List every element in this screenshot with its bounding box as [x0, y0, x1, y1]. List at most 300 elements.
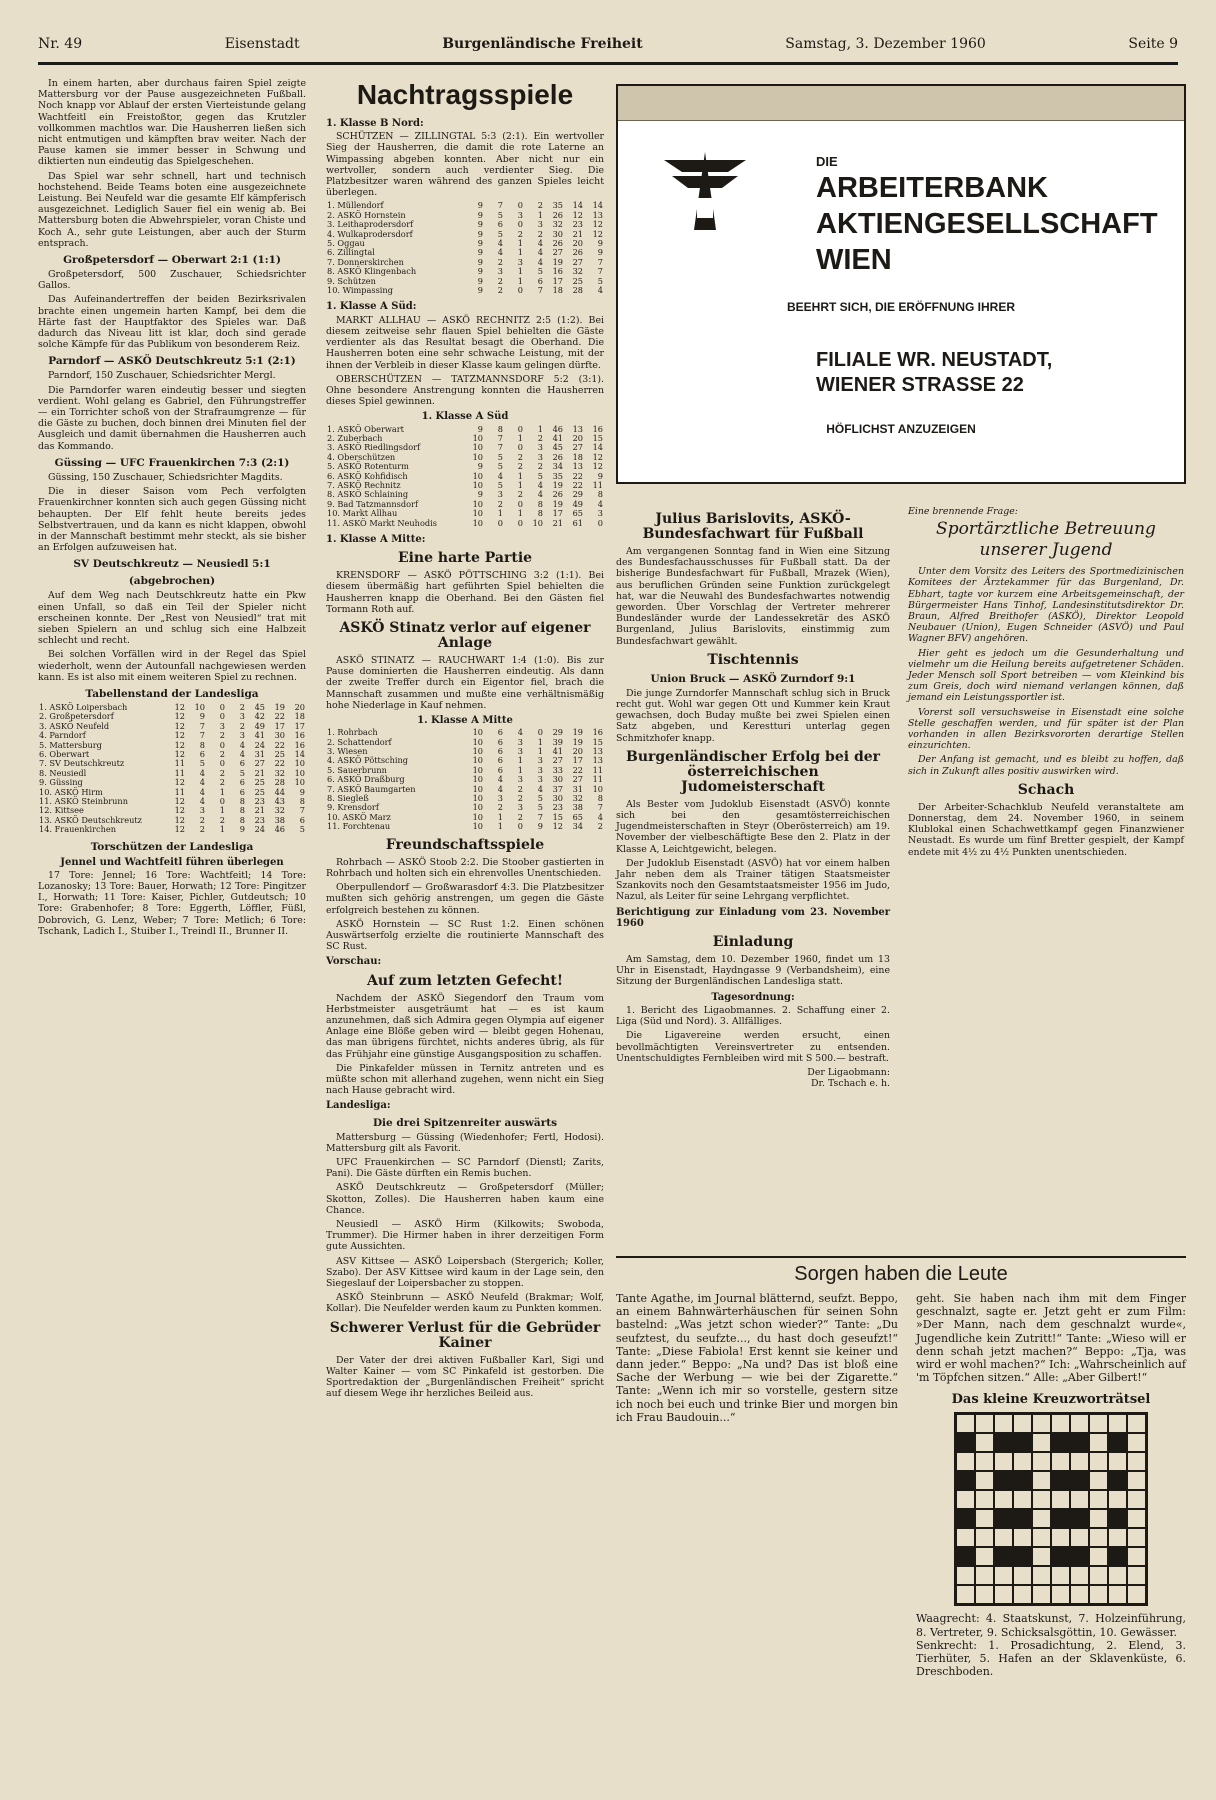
- crossword-cell: [1127, 1471, 1146, 1490]
- table-cell: 32: [552, 219, 563, 230]
- table-cell: 0: [597, 517, 603, 528]
- table-cell: 35: [552, 470, 563, 481]
- table-cell: 8: [239, 796, 245, 806]
- paragraph: Hier geht es jedoch um die Gesunderhaltung und vielmehr um die Heilung bereits aufgetretener Schäden. Jeder Mensch soll Sport betreiben — vom Kleinkind bis zum Greis, doch wird niemand verlangen können, daß jemand ein Leistungssportler ist.: [908, 647, 1184, 704]
- table-cell: 0: [219, 796, 225, 806]
- table-cell: 1: [497, 508, 503, 519]
- crossword-cell: [1051, 1547, 1070, 1566]
- table-cell: 7: [597, 266, 603, 277]
- table-cell: 3: [537, 442, 543, 453]
- paragraph: Das Aufeinandertreffen der beiden Bezirksrivalen brachte einen ungemein harten Kampf, bei dem die Härte fast der Hauptfaktor des Spieles war. Daß dadurch das Niveau litt ist klar, doch sind gerade solche Kämpfe für das Publikum von besonderem Reiz.: [38, 294, 306, 351]
- team-name: 1. Rohrbach: [327, 727, 378, 738]
- table-cell: 10: [472, 432, 483, 443]
- scorers-list: 17 Tore: Jennel; 16 Tore: Wachtfeitl; 14 Tore: Lozanosky; 13 Tore: Bauer, Horwath; 12 Tore: Pingitzer I., Horwath; 11 Tore: Kaiser, Pichler, Gutdeutsch; 10 Tore: Grabenhofer; 8 Tore: Eggerth, Löffler, Füßl, Dobrovich, G. Lenz, Weber; 7 Tore: Metlich; 6 Tore: Tschank, Ladich I., Stuiber I., Treindl II., Brunner II.: [38, 869, 306, 937]
- table-cell: 7: [597, 802, 603, 813]
- table-cell: 5: [199, 758, 205, 769]
- table-cell: 0: [517, 285, 523, 296]
- table-cell: 2: [517, 793, 523, 804]
- table-cell: 17: [274, 720, 285, 731]
- table-cell: 6: [497, 219, 503, 230]
- table-cell: 9: [597, 470, 603, 481]
- crossword-cell: [1032, 1433, 1051, 1452]
- crossword-cell: [975, 1585, 994, 1604]
- table-cell: 4: [497, 783, 503, 794]
- crossword-cell: [1051, 1433, 1070, 1452]
- table-cell: 15: [592, 736, 603, 747]
- table-cell: 21: [552, 517, 563, 528]
- table-cell: 4: [537, 783, 543, 794]
- newspaper-title: Burgenländische Freiheit: [442, 36, 643, 52]
- notice-heading: Berichtigung zur Einladung vom 23. November 1960: [616, 906, 890, 929]
- team-name: 10. Wimpassing: [327, 285, 393, 296]
- table-cell: 1: [517, 470, 523, 481]
- table-cell: 21: [254, 805, 265, 816]
- table-cell: 1: [517, 508, 523, 519]
- table-cell: 24: [254, 824, 265, 835]
- table-cell: 38: [572, 802, 583, 813]
- paragraph: ASKÖ Hornstein — SC Rust 1:2. Einen schönen Auswärtserfolg erzielte die routinierte Mannschaft des SC Rust.: [326, 918, 604, 953]
- table-cell: 26: [572, 247, 583, 258]
- table-cell: 1: [517, 764, 523, 775]
- paragraph: Der Judoklub Eisenstadt (ASVÖ) hat vor einem halben Jahr neben dem als Trainer tätigen Staatsmeister Szankovits noch den Gesamtstaatsmeister 1956 im Judo, Nazul, als Leiter für seine Lehrgang verpflichtet.: [616, 857, 890, 903]
- crossword-cell: [1127, 1547, 1146, 1566]
- table-cell: 4: [239, 748, 245, 759]
- table-cell: 3: [517, 746, 523, 757]
- crossword-cell: [975, 1509, 994, 1528]
- table-cell: 11: [174, 786, 185, 797]
- table-cell: 10: [472, 802, 483, 813]
- table-cell: 25: [254, 786, 265, 797]
- paragraph: Vorerst soll versuchsweise in Eisenstadt eine solche Stelle geschaffen werden, und für später ist der Plan vorhanden in allen Bezirksvororten derartige Stellen einzurichten.: [908, 706, 1184, 752]
- column-1: [38, 78, 306, 940]
- table-cell: 3: [517, 774, 523, 785]
- table-cell: 65: [572, 811, 583, 822]
- table-cell: 38: [274, 814, 285, 825]
- table-cell: 9: [477, 209, 483, 220]
- branch-address: [816, 348, 1096, 398]
- table-cell: 10: [472, 755, 483, 766]
- table-cell: 37: [552, 783, 563, 794]
- bank-name-line: AKTIENGESELLSCHAFT: [816, 208, 1158, 240]
- paragraph: Die junge Zurndorfer Mannschaft schlug sich in Bruck recht gut. Wohl war gegen Ott und Kummer kein Kraut gewachsen, doch Buday mußte bei zwei Spielen einen Satz abgeben, und Kerestturi unterlag gegen Schmitzhofer knapp.: [616, 687, 890, 744]
- article-headline: Tischtennis: [707, 651, 799, 668]
- team-name: 2. Zuberbach: [327, 432, 383, 443]
- table-cell: 9: [477, 275, 483, 286]
- paragraph: In einem harten, aber durchaus fairen Spiel zeigte Mattersburg vor der Pause ausgezeichneten Fußball. Noch knapp vor Ablauf der ersten Vierteistunde gelang Wachtfeitl ein Freistoßtor, gegen das Krutzler vollkommen machtlos war. Die Hausherren ließen sich nicht entmutigen und kämpften brav weiter. Nach der Pause kamen sie immer besser in Schwung und diktierten nun eindeutig das Spielgeschehen.: [38, 78, 306, 168]
- table-cell: 27: [552, 247, 563, 258]
- table-cell: 44: [274, 786, 285, 797]
- crossword-cell: [1051, 1585, 1070, 1604]
- table-cell: 27: [572, 256, 583, 267]
- table-cell: 26: [552, 451, 563, 462]
- table-cell: 12: [174, 777, 185, 788]
- table-cell: 10: [294, 758, 305, 769]
- article-headline: Sportärztliche Betreuung unserer Jugend: [936, 519, 1156, 561]
- table-cell: 10: [472, 746, 483, 757]
- table-row: [38, 825, 306, 834]
- table-cell: 4: [537, 247, 543, 258]
- paragraph: Auf dem Weg nach Deutschkreutz hatte ein Pkw einen Unfall, so daß ein Teil der Spieler nicht erscheinen konnte. Der „Rest von Neusiedl“ trat mit sieben Spielern an und schlug sich eine Halbzeit schlecht und recht.: [38, 590, 306, 647]
- team-name: 2. ASKÖ Hornstein: [327, 209, 406, 220]
- table-cell: 3: [597, 508, 603, 519]
- table-cell: 19: [274, 701, 285, 712]
- table-cell: 18: [572, 451, 583, 462]
- table-cell: 1: [537, 209, 543, 220]
- table-cell: 0: [517, 821, 523, 832]
- table-cell: 13: [592, 209, 603, 220]
- table-cell: 5: [497, 451, 503, 462]
- table-cell: 10: [472, 783, 483, 794]
- article-headline: Auf zum letzten Gefecht!: [367, 972, 563, 989]
- table-cell: 12: [174, 739, 185, 750]
- table-cell: 2: [239, 701, 245, 712]
- table-cell: 17: [552, 508, 563, 519]
- crossword-cell: [975, 1566, 994, 1585]
- crossword-cell: [994, 1471, 1013, 1490]
- table-cell: 2: [199, 824, 205, 835]
- table-cell: 1: [517, 266, 523, 277]
- table-cell: 9: [477, 228, 483, 239]
- bank-name-line: ARBEITERBANK: [816, 172, 1048, 204]
- bank-name: [816, 170, 1158, 278]
- crossword-cell: [1051, 1490, 1070, 1509]
- team-name: 3. ASKÖ Riedlingsdorf: [327, 442, 421, 453]
- crossword-cell: [1070, 1509, 1089, 1528]
- crossword-cell: [1013, 1547, 1032, 1566]
- signature-title: Der Ligaobmann:: [807, 1066, 890, 1078]
- table-cell: 17: [572, 755, 583, 766]
- crossword-cell: [1089, 1452, 1108, 1471]
- match-heading: Union Bruck — ASKÖ Zurndorf 9:1: [650, 672, 856, 685]
- table-cell: 46: [274, 824, 285, 835]
- team-name: 8. Neusiedl: [39, 767, 87, 778]
- ad-line: HÖFLICHST ANZUZEIGEN: [826, 422, 976, 436]
- crossword-cell: [956, 1414, 975, 1433]
- table-cell: 2: [517, 461, 523, 472]
- table-cell: 10: [472, 479, 483, 490]
- table-cell: 9: [199, 711, 205, 722]
- table-cell: 21: [254, 767, 265, 778]
- table-cell: 4: [597, 285, 603, 296]
- table-cell: 8: [597, 489, 603, 500]
- team-name: 1. Müllendorf: [327, 200, 384, 211]
- table-cell: 4: [597, 811, 603, 822]
- crossword-cell: [956, 1433, 975, 1452]
- table-cell: 16: [592, 727, 603, 738]
- column-4: [908, 506, 1184, 861]
- table-cell: 3: [199, 805, 205, 816]
- branch-line: FILIALE WR. NEUSTADT,: [816, 349, 1053, 371]
- table-cell: 13: [592, 755, 603, 766]
- table-cell: 0: [517, 517, 523, 528]
- crossword-cell: [1013, 1528, 1032, 1547]
- section-heading: SV Deutschkreutz — Neusiedl 5:1: [73, 558, 271, 571]
- paragraph: Die in dieser Saison vom Pech verfolgten Frauenkirchner konnten sich auch gegen Güssing nicht behaupten. Der Elf fehlt heute bereits jedes Selbstvertrauen, und da kann es nicht klappen, obwohl in der Mannschaft bestimmt mehr steckt, als sie bisher an Erfolgen aufzuweisen hat.: [38, 486, 306, 554]
- table-cell: 19: [552, 479, 563, 490]
- team-name: 6. ASKÖ Kohfidisch: [327, 470, 408, 481]
- crossword-cell: [1089, 1433, 1108, 1452]
- crossword-across: Waagrecht: 4. Staatskunst, 7. Holzeinführung, 8. Vertreter, 9. Schicksalsgöttin, 10. Gewässer.: [916, 1612, 1186, 1639]
- place: Eisenstadt: [224, 36, 300, 52]
- team-name: 9. Bad Tatzmannsdorf: [327, 498, 418, 509]
- table-cell: 41: [552, 432, 563, 443]
- table-cell: 20: [572, 432, 583, 443]
- team-name: 4. Wulkaprodersdorf: [327, 228, 413, 239]
- table-cell: 8: [537, 498, 543, 509]
- crossword-cell: [1051, 1566, 1070, 1585]
- team-name: 4. Parndorf: [39, 730, 86, 741]
- crossword-cell: [975, 1547, 994, 1566]
- team-name: 12. Kittsee: [39, 805, 84, 816]
- table-cell: 10: [472, 451, 483, 462]
- crossword-cell: [1032, 1509, 1051, 1528]
- article-headline: Freundschaftsspiele: [385, 836, 545, 853]
- table-cell: 2: [537, 432, 543, 443]
- table-cell: 10: [472, 736, 483, 747]
- table-cell: 2: [517, 811, 523, 822]
- table-cell: 27: [572, 442, 583, 453]
- paragraph: Mattersburg — Güssing (Wiedenhofer; Fertl, Hodosi). Mattersburg gilt als Favorit.: [326, 1131, 604, 1154]
- paragraph: Am vergangenen Sonntag fand in Wien eine Sitzung des Bundesfachausschusses für Fußball statt. Da der bisherige Bundesfachwart für Fußball, Mrazek (Wien), aus beruflichen Gründen seine Funktion zurückgelegt hat, war die Neuwahl des Bundesfachwartes notwendig geworden. Über Vorschlag der Vertreter mehrerer Bundesländer wurde der Landessekretär des ASKÖ Burgenland, Julius Barislovits, einstimmig zum Bundesfachwart gewählt.: [616, 546, 890, 647]
- table-cell: 7: [199, 720, 205, 731]
- table-cell: 0: [219, 739, 225, 750]
- feuilleton-left: Tante Agathe, im Journal blätternd, seufzt. Beppo, an einem Bahnwärterhäuschen für seinen Sohn bastelnd: „Was jetzt schon wieder?“ Tante: „Du seufztest, du seufzte..., du hast doch geseufzt!“ Tante: „Diese Fabiola! Erst kennt sie keiner und dann jeder.“ Beppo: „Na und? Das ist bloß eine Sache der Werbung — wie bei der Zigarette.“ Tante: „Wenn ich mir so vorstelle, gestern sitze ich noch bei euch und trinke Bier und morgen bin ich Frau Baudouin...“: [616, 1292, 898, 1424]
- crossword-cell: [1089, 1566, 1108, 1585]
- page-number: Seite 9: [1128, 36, 1178, 52]
- crossword-cell: [975, 1471, 994, 1490]
- table-row: [326, 822, 604, 831]
- table-cell: 1: [219, 824, 225, 835]
- table-cell: 12: [174, 805, 185, 816]
- article-headline: Schwerer Verlust für die Gebrüder Kainer: [329, 1319, 601, 1351]
- team-name: 11. ASKÖ Steinbrunn: [39, 796, 128, 806]
- table-cell: 5: [497, 461, 503, 472]
- paragraph: Die Ligavereine werden ersucht, einen bevollmächtigten Vereinsvertreter zu entsenden. Unentschuldigtes Fernbleiben wird mit S 500.— bestraft.: [616, 1030, 890, 1064]
- table-cell: 12: [174, 796, 185, 806]
- table-cell: 3: [537, 764, 543, 775]
- table-cell: 9: [477, 285, 483, 296]
- section-title: Nachtragsspiele: [356, 79, 574, 110]
- scorers-subtitle: Jennel und Wachtfeitl führen überlegen: [60, 856, 284, 868]
- paragraph: SCHÜTZEN — ZILLINGTAL 5:3 (2:1). Ein wertvoller Sieg der Hausherren, die damit die rote Laterne an Wimpassing abgeben konnten. Aber nicht nur ein wertvoller, sondern auch verdienter Sieg. Die Platzbesitzer waren während des ganzen Spieles leicht überlegen.: [326, 131, 604, 199]
- crossword-cell: [1127, 1566, 1146, 1585]
- crossword-cell: [1032, 1471, 1051, 1490]
- paragraph: KRENSDORF — ASKÖ PÖTTSCHING 3:2 (1:1). Bei diesem übermäßig hart geführten Spiel behielten die Hausherren knapp die Oberhand. Bei den Gästen fiel Tormann Roth auf.: [326, 570, 604, 615]
- paragraph: Großpetersdorf, 500 Zuschauer, Schiedsrichter Gallos.: [38, 269, 306, 292]
- table-cell: 15: [592, 432, 603, 443]
- column-2: [326, 78, 604, 1402]
- table-cell: 16: [294, 730, 305, 741]
- table-cell: 4: [497, 774, 503, 785]
- table-cell: 12: [552, 821, 563, 832]
- table-cell: 27: [254, 758, 265, 769]
- table-cell: 20: [294, 701, 305, 712]
- crossword-cell: [1127, 1585, 1146, 1604]
- table-cell: 17: [294, 720, 305, 731]
- table-cell: 9: [477, 423, 483, 434]
- table-cell: 6: [239, 777, 245, 788]
- feuilleton-text: geht. Sie haben nach ihm mit dem Finger geschnalzt, sagte er. Jetzt geht er zum Film: »Der Mann, nach dem geschnalzt wurde«, Jugendliche kein Zutritt!“ Tante: „Wieso will er denn schah jetzt machen?“ Beppo: „Tja, was wird er wohl machen?“ Ich: „Wahrscheinlich auf 'm Töpfchen sitzen.“ Alle: „Aber Gilbert!“: [916, 1292, 1186, 1385]
- table-cell: 2: [597, 821, 603, 832]
- table-cell: 16: [552, 266, 563, 277]
- table-cell: 12: [592, 451, 603, 462]
- table-cell: 11: [592, 479, 603, 490]
- table-cell: 49: [572, 498, 583, 509]
- table-cell: 12: [174, 824, 185, 835]
- table-cell: 3: [517, 736, 523, 747]
- crossword-cell: [1089, 1414, 1108, 1433]
- crossword-cell: [1127, 1452, 1146, 1471]
- section-heading: Vorschau:: [326, 956, 382, 968]
- crossword-grid: [954, 1412, 1148, 1606]
- team-name: 3. ASKÖ Neufeld: [39, 720, 110, 731]
- table-cell: 0: [517, 423, 523, 434]
- paragraph: Unter dem Vorsitz des Leiters des Sportmedizinischen Komitees der Ärztekammer für das Burgenland, Dr. Ebhart, tagte vor kurzem eine Arbeitsgemeinschaft, der Bürgermeister Hans Tinhof, Landesinstitutsdirektor Dr. Braun, Alfred Breithofer (ASKÖ), Direktor Leopold Neubauer (Union), Eugen Schneider (ASVÖ) und Paul Wagner BFV) angehören.: [908, 566, 1184, 645]
- table-cell: 4: [537, 489, 543, 500]
- bank-name-line: WIEN: [816, 244, 892, 276]
- table-cell: 4: [517, 727, 523, 738]
- table-cell: 4: [497, 470, 503, 481]
- league-heading: 1. Klasse B Nord:: [326, 118, 424, 129]
- ad-kicker: DIE: [816, 154, 838, 169]
- table-cell: 0: [517, 200, 523, 211]
- table-cell: 10: [472, 727, 483, 738]
- table-cell: 46: [552, 423, 563, 434]
- table-cell: 2: [219, 814, 225, 825]
- table-cell: 7: [497, 432, 503, 443]
- table-cell: 0: [219, 701, 225, 712]
- table-cell: 11: [592, 774, 603, 785]
- table-cell: 22: [572, 479, 583, 490]
- table-cell: 32: [274, 767, 285, 778]
- table-cell: 5: [497, 479, 503, 490]
- paragraph: Oberpullendorf — Großwarasdorf 4:3. Die Platzbesitzer mußten sich gehörig anstrengen, um gegen die Gäste erfolgreich bestehen zu können.: [326, 882, 604, 916]
- table-cell: 12: [592, 219, 603, 230]
- table-cell: 4: [597, 498, 603, 509]
- paragraph: ASKÖ Deutschkreutz — Großpetersdorf (Müller; Skotton, Zolles). Die Hausherren haben kaum eine Chance.: [326, 1182, 604, 1216]
- paragraph: Güssing, 150 Zuschauer, Schiedsrichter Magdits.: [48, 471, 283, 483]
- paragraph: Der Anfang ist gemacht, und es bleibt zu hoffen, daß sich in Zukunft alles positiv auswirken wird.: [908, 754, 1184, 777]
- crossword-cell: [1051, 1414, 1070, 1433]
- crossword-cell: [1032, 1490, 1051, 1509]
- article-headline: Einladung: [712, 934, 794, 951]
- crossword-cell: [1127, 1509, 1146, 1528]
- feuilleton-right: [916, 1292, 1186, 1678]
- crossword-cell: [994, 1452, 1013, 1471]
- paragraph: Der Vater der drei aktiven Fußballer Karl, Sigi und Walter Kainer — vom SC Pinkafeld ist gestorben. Die Sportredaktion der „Burgenländischen Freiheit“ spricht auf diesem Wege ihr herzliches Beileid aus.: [326, 1354, 604, 1400]
- crossword-cell: [1032, 1585, 1051, 1604]
- table-cell: 8: [239, 814, 245, 825]
- paragraph: Rohrbach — ASKÖ Stoob 2:2. Die Stoober gastierten in Rohrbach und holten sich ein ehrenvolles Unentschieden.: [326, 856, 604, 879]
- table-title: 1. Klasse A Mitte: [417, 715, 513, 727]
- table-cell: 9: [477, 461, 483, 472]
- table-cell: 24: [254, 739, 265, 750]
- table-cell: 6: [497, 764, 503, 775]
- table-cell: 9: [537, 821, 543, 832]
- table-cell: 22: [274, 739, 285, 750]
- table-cell: 2: [497, 802, 503, 813]
- crossword-cell: [1032, 1452, 1051, 1471]
- table-cell: 0: [517, 498, 523, 509]
- article-headline: Schach: [1017, 781, 1075, 798]
- crossword-cell: [1070, 1433, 1089, 1452]
- table-cell: 28: [572, 285, 583, 296]
- crossword-cell: [1051, 1452, 1070, 1471]
- team-name: 4. ASKÖ Pöttsching: [327, 755, 409, 766]
- team-name: 11. Forchtenau: [327, 821, 391, 832]
- kicker: Eine brennende Frage:: [908, 506, 1018, 517]
- table-cell: 49: [254, 720, 265, 731]
- table-cell: 11: [592, 764, 603, 775]
- table-cell: 1: [537, 423, 543, 434]
- table-cell: 7: [497, 442, 503, 453]
- table-cell: 10: [532, 517, 543, 528]
- table-cell: 25: [254, 777, 265, 788]
- table-cell: 0: [517, 219, 523, 230]
- table-cell: 0: [537, 727, 543, 738]
- crossword-cell: [1108, 1414, 1127, 1433]
- team-name: 7. ASKÖ Rechnitz: [327, 479, 401, 490]
- team-name: 1. ASKÖ Loipersbach: [39, 701, 128, 712]
- article-headline: Burgenländischer Erfolg bei der österreichischen Judomeisterschaft: [625, 748, 881, 795]
- table-cell: 18: [552, 285, 563, 296]
- table-cell: 42: [254, 711, 265, 722]
- table-cell: 9: [477, 266, 483, 277]
- section-heading: Güssing — UFC Frauenkirchen 7:3 (2:1): [54, 456, 290, 469]
- table-cell: 0: [517, 442, 523, 453]
- table-cell: 22: [274, 758, 285, 769]
- crossword-cell: [956, 1528, 975, 1547]
- table-cell: 26: [552, 209, 563, 220]
- table-cell: 10: [472, 508, 483, 519]
- table-cell: 4: [497, 238, 503, 249]
- crossword-cell: [1070, 1585, 1089, 1604]
- table-cell: 9: [477, 256, 483, 267]
- table-cell: 26: [552, 489, 563, 500]
- team-name: 9. Krensdorf: [327, 802, 379, 813]
- crossword-cell: [1089, 1528, 1108, 1547]
- table-cell: 34: [552, 461, 563, 472]
- ad-line: BEEHRT SICH, DIE ERÖFFNUNG IHRER: [786, 300, 1015, 314]
- table-cell: 3: [537, 755, 543, 766]
- paragraph: Die Pinkafelder müssen in Ternitz antreten und es müßte schon mit allerhand zugehen, wenn nicht ein Sieg nach Hause gebracht wird.: [326, 1062, 604, 1097]
- table-cell: 25: [274, 748, 285, 759]
- table-cell: 9: [597, 238, 603, 249]
- table-cell: 0: [219, 758, 225, 769]
- paragraph: ASKÖ STINATZ — RAUCHWART 1:4 (1:0). Bis zur Pause dominierten die Hausherren eindeutig. Als dann der zweite Treffer durch ein Eigentor fiel, brach die Mannschaft zusammen und mußte eine verhältnismäßig hohe Niederlage in Kauf nehmen.: [326, 655, 604, 711]
- table-cell: 2: [219, 767, 225, 778]
- team-name: 2. Großpetersdorf: [39, 711, 114, 722]
- team-name: 6. ASKÖ Draßburg: [327, 774, 405, 785]
- table-cell: 12: [174, 730, 185, 741]
- crossword-cell: [1070, 1547, 1089, 1566]
- team-name: 5. ASKÖ Rotenturm: [327, 461, 409, 472]
- scorers-title: Torschützen der Landesliga: [90, 840, 254, 853]
- article-headline: Julius Barislovits, ASKÖ-Bundesfachwart für Fußball: [642, 511, 864, 542]
- table-cell: 1: [537, 736, 543, 747]
- table-cell: 1: [497, 811, 503, 822]
- crossword-cell: [1108, 1471, 1127, 1490]
- table-title: 1. Klasse A Süd: [421, 411, 509, 423]
- paragraph: Parndorf, 150 Zuschauer, Schiedsrichter Mergl.: [48, 370, 276, 382]
- table-cell: 14: [294, 748, 305, 759]
- table-cell: 1: [517, 238, 523, 249]
- table-cell: 2: [497, 256, 503, 267]
- table-cell: 10: [294, 777, 305, 788]
- table-cell: 1: [219, 786, 225, 797]
- table-cell: 22: [274, 711, 285, 722]
- table-cell: 5: [537, 793, 543, 804]
